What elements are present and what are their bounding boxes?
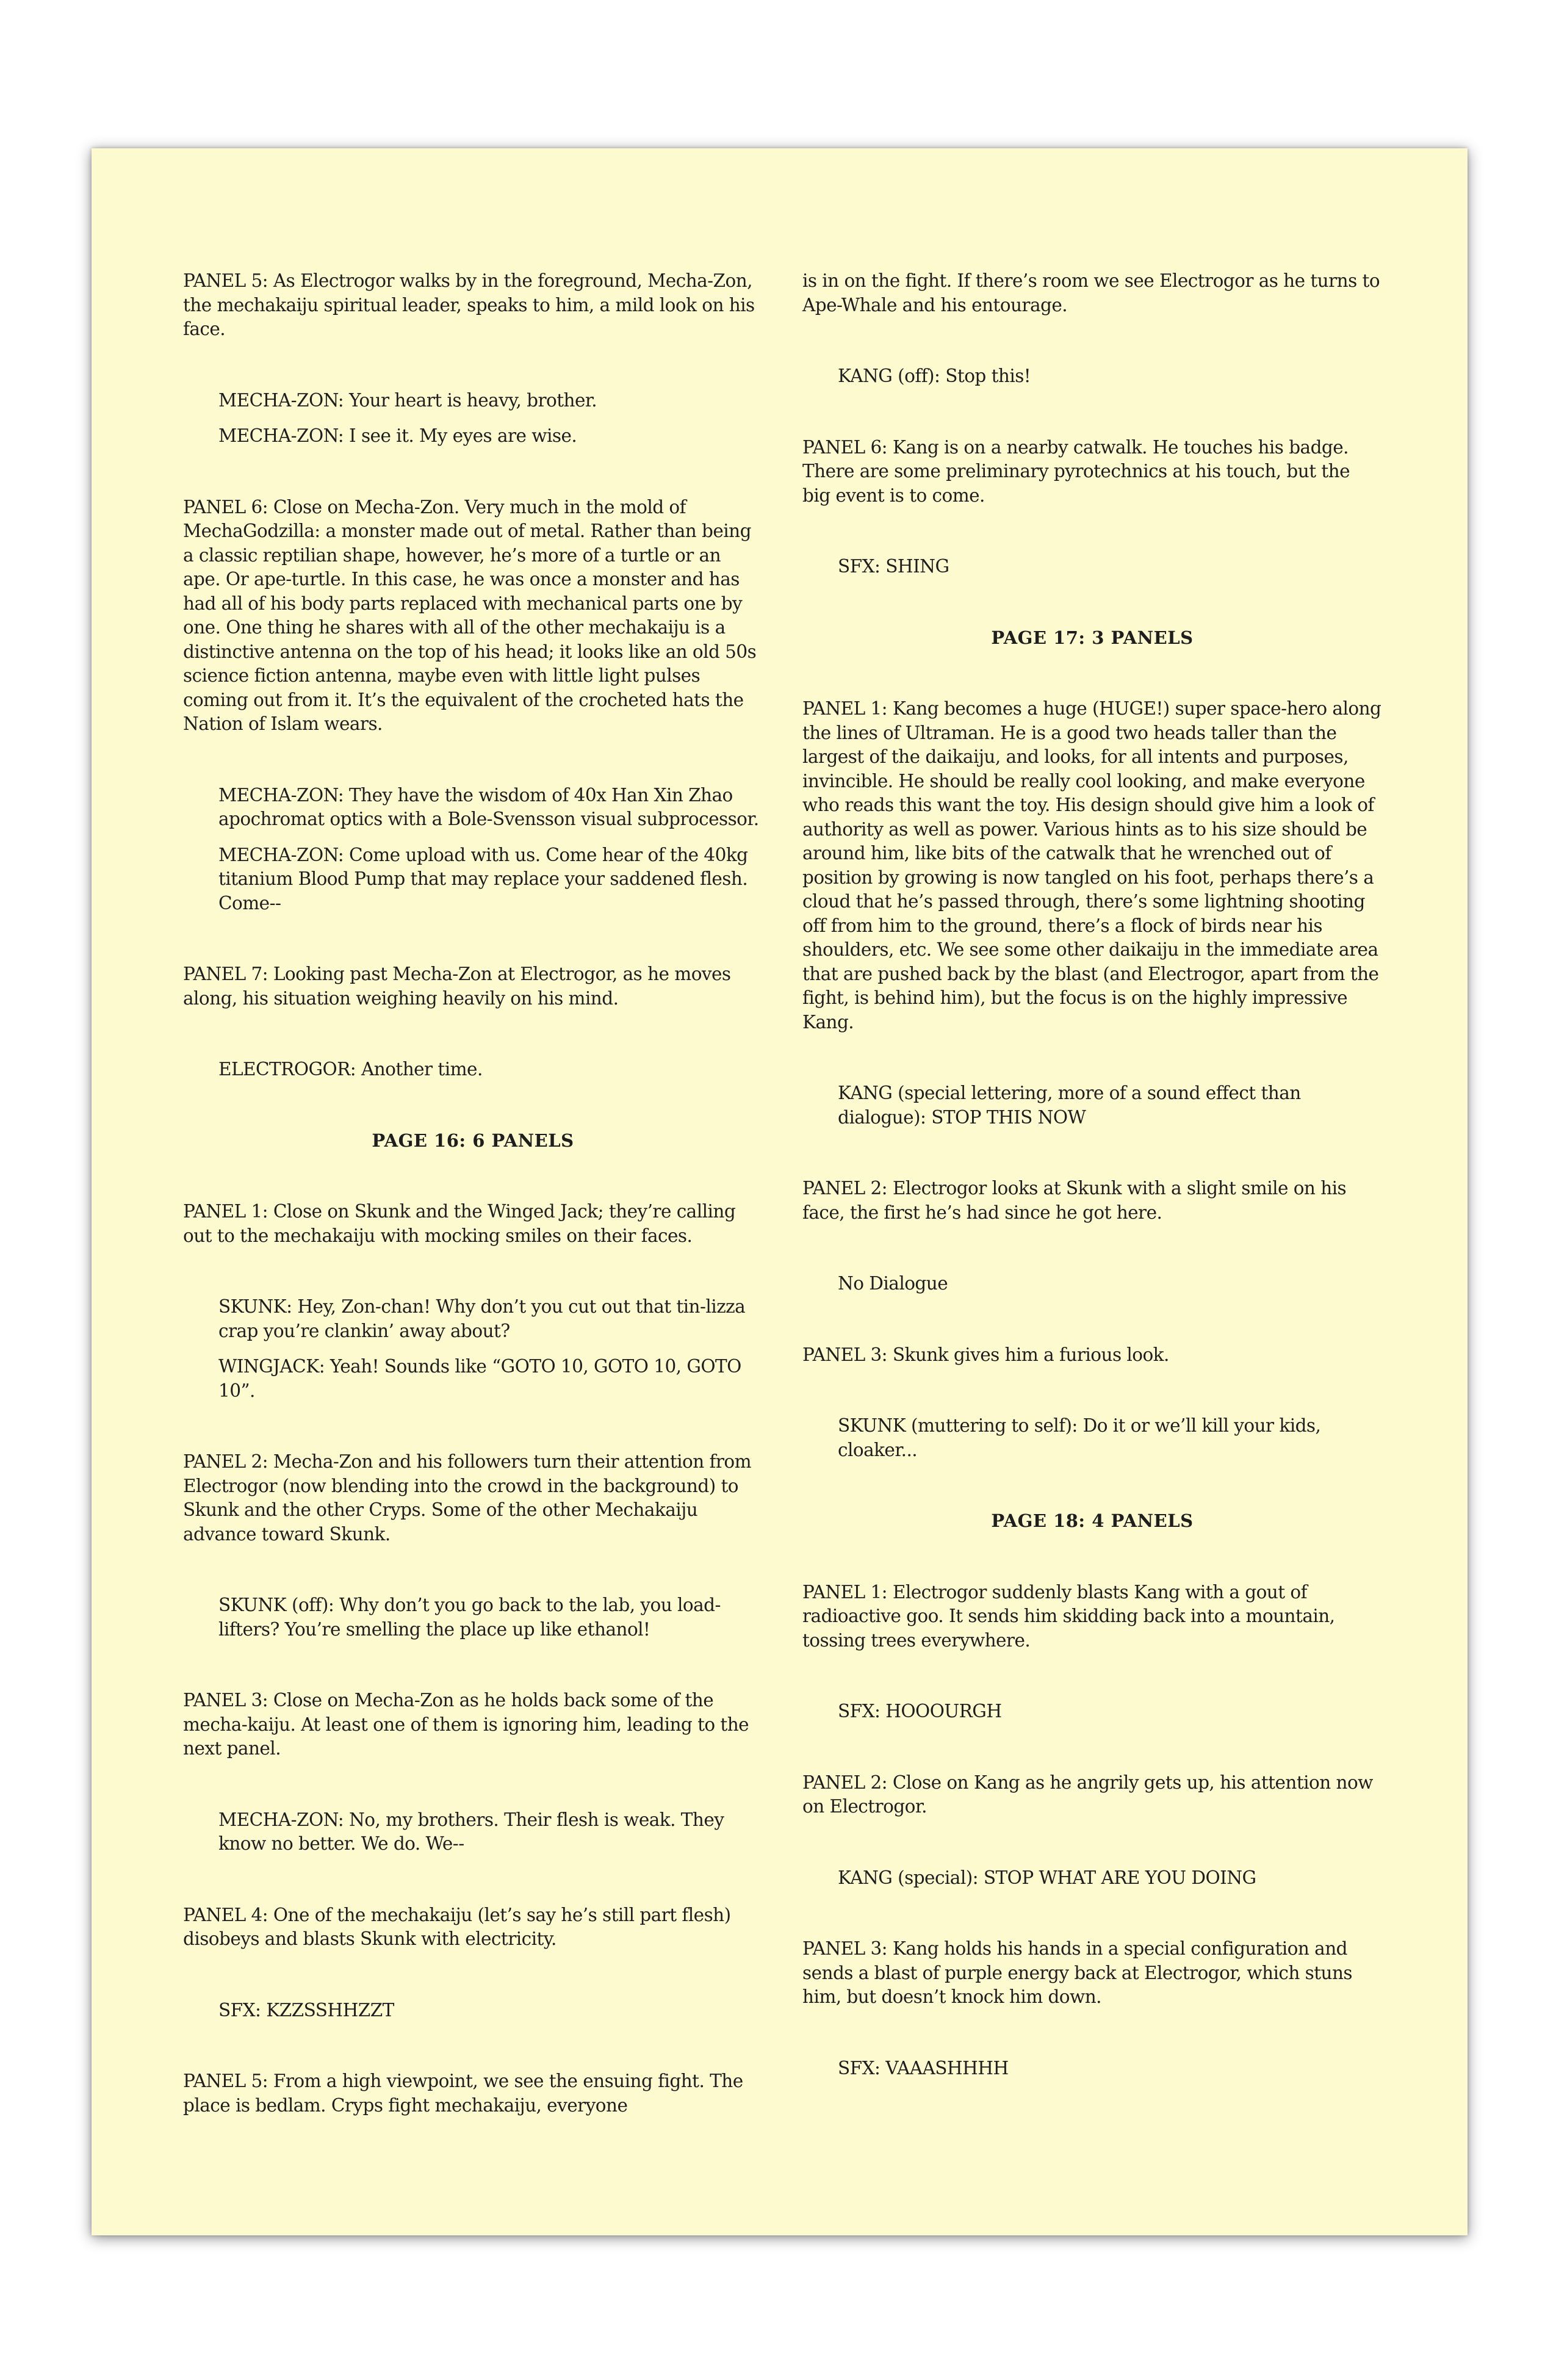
dialogue-line-text: No Dialogue xyxy=(838,1273,948,1294)
action-paragraph xyxy=(183,1200,763,1248)
action-paragraph-text: PANEL 2: Close on Kang as he angrily gets up, his attention now on Electrogor. xyxy=(802,1772,1373,1817)
action-paragraph xyxy=(183,1450,763,1546)
page-heading xyxy=(183,1129,763,1153)
action-paragraph-text: PANEL 5: From a high viewpoint, we see the ensuing fight. The place is bedlam. Cryps fight mechakaiju, everyone xyxy=(183,2071,743,2116)
dialogue-line xyxy=(838,2057,1382,2081)
dialogue-line xyxy=(838,1866,1382,1891)
dialogue-line-text: SFX: KZZSSHHZZT xyxy=(218,1999,394,2021)
dialogue-line-text: KANG (off): Stop this! xyxy=(838,366,1031,386)
dialogue-line xyxy=(838,364,1382,389)
left-column xyxy=(183,269,763,2165)
dialogue-line-text: SKUNK (muttering to self): Do it or we’ll kill your kids, cloaker... xyxy=(838,1415,1321,1460)
dialogue-line-text: MECHA-ZON: They have the wisdom of 40x Han Xin Zhao apochromat optics with a Bole-Svensson visual subprocessor. xyxy=(218,784,759,829)
action-paragraph-text: PANEL 3: Close on Mecha-Zon as he holds back some of the mecha-kaiju. At least one of them is ignoring him, leading to the next panel. xyxy=(183,1690,749,1759)
dialogue-line xyxy=(218,1295,763,1343)
dialogue-line-text: ELECTROGOR: Another time. xyxy=(218,1059,483,1080)
right-column xyxy=(802,269,1382,2127)
dialogue-line-text: MECHA-ZON: Your heart is heavy, brother. xyxy=(218,389,597,411)
action-paragraph xyxy=(183,1903,763,1952)
dialogue-line-text: MECHA-ZON: I see it. My eyes are wise. xyxy=(218,425,577,446)
page-heading xyxy=(802,626,1382,651)
dialogue-line-text: SFX: VAAASHHHH xyxy=(838,2057,1009,2079)
action-paragraph xyxy=(802,1343,1382,1368)
action-paragraph xyxy=(802,1771,1382,1819)
dialogue-line xyxy=(218,1355,763,1403)
action-paragraph xyxy=(802,1937,1382,2010)
dialogue-line-text: MECHA-ZON: Come upload with us. Come hear of the 40kg titanium Blood Pump that may replace your saddened flesh. Come-- xyxy=(218,844,748,914)
action-paragraph-text: PANEL 1: Electrogor suddenly blasts Kang with a gout of radioactive goo. It sends him skidding back into a mountain, tossing trees everywhere. xyxy=(802,1581,1335,1651)
page-heading xyxy=(802,1509,1382,1534)
dialogue-line-text: SKUNK: Hey, Zon-chan! Why don’t you cut out that tin-lizza crap you’re clankin’ away about? xyxy=(218,1296,746,1341)
dialogue-line-text: KANG (special lettering, more of a sound effect than dialogue): STOP THIS NOW xyxy=(838,1083,1301,1128)
action-paragraph xyxy=(183,2069,763,2118)
action-paragraph-text: PANEL 1: Close on Skunk and the Winged Jack; they’re calling out to the mechakaiju with mocking smiles on their faces. xyxy=(183,1201,736,1246)
action-paragraph-text: PANEL 2: Electrogor looks at Skunk with a slight smile on his face, the first he’s had since he got here. xyxy=(802,1178,1347,1223)
dialogue-line xyxy=(838,555,1382,579)
dialogue-line xyxy=(218,784,763,832)
script-page xyxy=(92,148,1468,2235)
action-paragraph xyxy=(183,1689,763,1761)
dialogue-line xyxy=(838,1081,1382,1130)
action-paragraph-text: PANEL 6: Close on Mecha-Zon. Very much in the mold of MechaGodzilla: a monster made out of metal. Rather than being a classic reptilian shape, however, he’s more of a turtle or an ape. Or ape-turtle. In this case, he was once a monster and has had all of his body parts replaced with mechanical parts one by one. One thing he shares with all of the other mechakaiju is a distinctive antenna on the top of his head; it looks like an old 50s science fiction antenna, maybe even with little light pulses coming out from it. It’s the equivalent of the crocheted hats the Nation of Islam wears. xyxy=(183,496,757,734)
dialogue-line xyxy=(838,1700,1382,1724)
dialogue-line xyxy=(218,424,763,449)
page-heading-text: PAGE 17: 3 PANELS xyxy=(991,627,1194,648)
page-heading-text: PAGE 18: 4 PANELS xyxy=(991,1510,1194,1531)
dialogue-line xyxy=(218,843,763,916)
dialogue-line-text: WINGJACK: Yeah! Sounds like “GOTO 10, GOTO 10, GOTO 10”. xyxy=(218,1356,741,1401)
action-paragraph-text: PANEL 2: Mecha-Zon and his followers turn their attention from Electrogor (now blending into the crowd in the background) to Skunk and the other Cryps. Some of the other Mechakaiju advance toward Skunk. xyxy=(183,1451,752,1545)
action-paragraph xyxy=(802,1177,1382,1225)
action-paragraph-text: is in on the fight. If there’s room we see Electrogor as he turns to Ape-Whale and his entourage. xyxy=(802,270,1380,316)
dialogue-line xyxy=(218,1593,763,1642)
action-paragraph xyxy=(802,697,1382,1034)
dialogue-line xyxy=(218,389,763,413)
action-paragraph xyxy=(183,496,763,737)
dialogue-line-text: SFX: HOOOURGH xyxy=(838,1701,1002,1722)
page-heading-text: PAGE 16: 6 PANELS xyxy=(372,1130,574,1151)
action-paragraph xyxy=(802,269,1382,317)
action-paragraph xyxy=(802,1581,1382,1653)
dialogue-line xyxy=(218,1808,763,1856)
action-paragraph-text: PANEL 7: Looking past Mecha-Zon at Electrogor, as he moves along, his situation weighing heavily on his mind. xyxy=(183,964,731,1009)
dialogue-line-text: SKUNK (off): Why don’t you go back to the lab, you load-lifters? You’re smelling the place up like ethanol! xyxy=(218,1595,721,1640)
dialogue-line xyxy=(838,1272,1382,1296)
action-paragraph xyxy=(183,962,763,1011)
action-paragraph-text: PANEL 3: Kang holds his hands in a special configuration and sends a blast of purple energy back at Electrogor, which stuns him, but doesn’t knock him down. xyxy=(802,1938,1352,2007)
dialogue-line xyxy=(218,1058,763,1082)
action-paragraph xyxy=(183,269,763,342)
dialogue-line-text: MECHA-ZON: No, my brothers. Their flesh is weak. They know no better. We do. We-- xyxy=(218,1809,724,1854)
action-paragraph-text: PANEL 3: Skunk gives him a furious look. xyxy=(802,1344,1169,1365)
action-paragraph-text: PANEL 1: Kang becomes a huge (HUGE!) super space-hero along the lines of Ultraman. He is a good two heads taller than the largest of the daikaiju, and looks, for all intents and purposes, invincible. He should be really cool looking, and make everyone who reads this want the toy. His design should give him a look of authority as well as power. Various hints as to his size should be around him, like bits of the catwalk that he wrenched out of position by growing is now tangled on his foot, perhaps there’s a cloud that he’s passed through, there’s some lightning shooting off from him to the ground, there’s a flock of birds near his shoulders, etc. We see some other daikaiju in the immediate area that are pushed back by the blast (and Electrogor, apart from the fight, is behind him), but the focus is on the highly impressive Kang. xyxy=(802,698,1381,1033)
dialogue-line xyxy=(218,1999,763,2023)
action-paragraph xyxy=(802,436,1382,508)
action-paragraph-text: PANEL 5: As Electrogor walks by in the foreground, Mecha-Zon, the mechakaiju spiritual leader, speaks to him, a mild look on his face. xyxy=(183,270,755,339)
dialogue-line-text: KANG (special): STOP WHAT ARE YOU DOING xyxy=(838,1867,1256,1888)
dialogue-line xyxy=(838,1414,1382,1462)
action-paragraph-text: PANEL 6: Kang is on a nearby catwalk. He touches his badge. There are some preliminary pyrotechnics at his touch, but the big event is to come. xyxy=(802,436,1350,506)
action-paragraph-text: PANEL 4: One of the mechakaiju (let’s say he’s still part flesh) disobeys and blasts Skunk with electricity. xyxy=(183,1904,731,1949)
dialogue-line-text: SFX: SHING xyxy=(838,556,949,577)
